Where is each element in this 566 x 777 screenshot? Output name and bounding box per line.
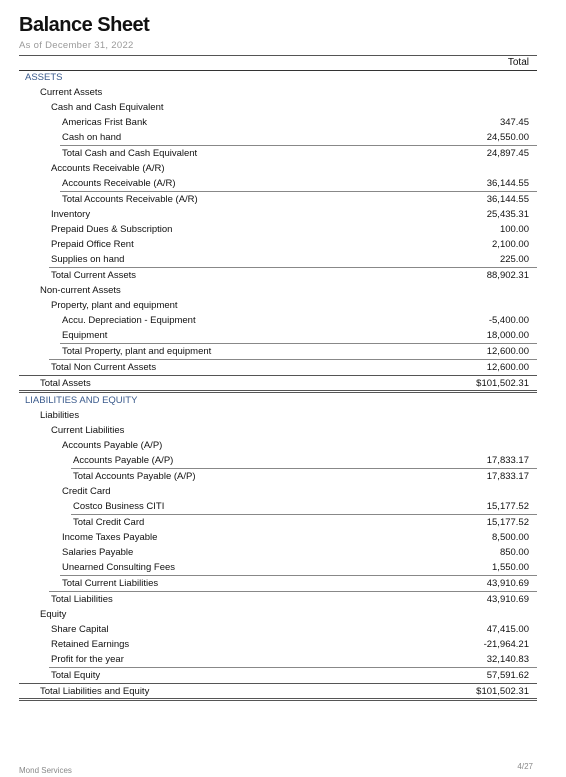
account-row: [19, 115, 537, 130]
subtotal-row: [60, 191, 537, 207]
subtotal-row: [60, 343, 537, 359]
report-title: Balance Sheet: [19, 14, 150, 36]
row-label: Accounts Receivable (A/R): [62, 178, 176, 189]
row-amount: 57,591.62: [486, 670, 529, 681]
row-amount: $101,502.31: [476, 686, 529, 697]
row-label: Profit for the year: [51, 654, 124, 665]
group-header-row: [19, 408, 537, 423]
row-label: Accounts Payable (A/P): [62, 440, 163, 451]
subtotal-row: [71, 468, 537, 484]
row-amount: 36,144.55: [486, 194, 529, 205]
row-amount: 88,902.31: [486, 270, 529, 281]
row-label: Credit Card: [62, 486, 111, 497]
row-label: Total Accounts Payable (A/P): [73, 471, 196, 482]
row-label: Current Assets: [40, 87, 103, 98]
row-label: ASSETS: [25, 72, 63, 83]
row-label: Property, plant and equipment: [51, 300, 178, 311]
row-amount: 850.00: [499, 547, 529, 558]
row-amount: 17,833.17: [486, 471, 529, 482]
row-label: Total Credit Card: [73, 517, 145, 528]
row-amount: 43,910.69: [486, 594, 529, 605]
group-header-row: [19, 607, 537, 622]
row-label: Total Cash and Cash Equivalent: [62, 148, 198, 159]
row-label: Non-current Assets: [40, 285, 121, 296]
group-header-row: [19, 283, 537, 298]
row-label: Total Non Current Assets: [51, 362, 157, 373]
account-row: [19, 207, 537, 222]
row-amount: 12,600.00: [486, 362, 529, 373]
row-label: Costco Business CITI: [73, 501, 165, 512]
group-header-row: [19, 100, 537, 115]
account-row: [19, 652, 537, 667]
row-label: LIABILITIES AND EQUITY: [25, 395, 138, 406]
subtotal-row: [49, 267, 537, 283]
account-row: [19, 222, 537, 237]
row-amount: 347.45: [499, 117, 529, 128]
row-label: Total Accounts Receivable (A/R): [62, 194, 198, 205]
account-row: [19, 545, 537, 560]
row-label: Accounts Receivable (A/R): [51, 163, 165, 174]
grand-total-row: [19, 683, 537, 701]
row-amount: 15,177.52: [486, 501, 529, 512]
account-row: [19, 560, 537, 575]
row-amount: 100.00: [499, 224, 529, 235]
account-row: [19, 237, 537, 252]
row-label: Prepaid Office Rent: [51, 239, 134, 250]
row-amount: 18,000.00: [486, 330, 529, 341]
row-amount: 24,897.45: [486, 148, 529, 159]
account-row: [19, 637, 537, 652]
account-row: [19, 313, 537, 328]
account-row: [19, 176, 537, 191]
row-amount: 25,435.31: [486, 209, 529, 220]
row-label: Total Assets: [40, 378, 91, 389]
column-header-total: Total: [507, 57, 529, 68]
row-label: Total Current Liabilities: [62, 578, 159, 589]
balance-sheet-table: [19, 70, 537, 701]
row-amount: 32,140.83: [486, 654, 529, 665]
row-label: Current Liabilities: [51, 425, 125, 436]
row-label: Income Taxes Payable: [62, 532, 158, 543]
row-amount: 8,500.00: [492, 532, 529, 543]
row-amount: 47,415.00: [486, 624, 529, 635]
header-divider: [19, 55, 537, 56]
subtotal-row: [49, 591, 537, 607]
row-amount: -5,400.00: [488, 315, 529, 326]
footer-company: Mond Services: [19, 766, 72, 775]
row-label: Accounts Payable (A/P): [73, 455, 174, 466]
account-row: [19, 252, 537, 267]
section-header-row: [19, 393, 537, 408]
subtotal-row: [60, 575, 537, 591]
account-row: [19, 499, 537, 514]
row-amount: 17,833.17: [486, 455, 529, 466]
row-label: Accu. Depreciation - Equipment: [62, 315, 196, 326]
subtotal-row: [60, 145, 537, 161]
row-label: Americas Frist Bank: [62, 117, 147, 128]
account-row: [19, 453, 537, 468]
group-header-row: [19, 438, 537, 453]
group-header-row: [19, 298, 537, 313]
row-amount: 12,600.00: [486, 346, 529, 357]
row-label: Supplies on hand: [51, 254, 125, 265]
row-label: Salaries Payable: [62, 547, 134, 558]
group-header-row: [19, 423, 537, 438]
row-label: Total Current Assets: [51, 270, 137, 281]
account-row: [19, 622, 537, 637]
row-label: Liabilities: [40, 410, 80, 421]
subtotal-row: [71, 514, 537, 530]
row-label: Retained Earnings: [51, 639, 130, 650]
row-label: Inventory: [51, 209, 91, 220]
row-label: Unearned Consulting Fees: [62, 562, 176, 573]
row-label: Total Equity: [51, 670, 101, 681]
row-amount: 43,910.69: [486, 578, 529, 589]
section-header-row: [19, 70, 537, 85]
row-amount: 225.00: [499, 254, 529, 265]
report-subtitle: As of December 31, 2022: [19, 40, 134, 51]
row-label: Share Capital: [51, 624, 109, 635]
account-row: [19, 530, 537, 545]
group-header-row: [19, 484, 537, 499]
row-label: Equity: [40, 609, 67, 620]
row-amount: 36,144.55: [486, 178, 529, 189]
row-amount: 24,550.00: [486, 132, 529, 143]
row-label: Equipment: [62, 330, 108, 341]
row-amount: -21,964.21: [483, 639, 529, 650]
account-row: [19, 328, 537, 343]
row-amount: 2,100.00: [492, 239, 529, 250]
row-label: Total Liabilities: [51, 594, 113, 605]
row-label: Cash on hand: [62, 132, 122, 143]
subtotal-row: [49, 667, 537, 683]
row-amount: $101,502.31: [476, 378, 529, 389]
row-label: Cash and Cash Equivalent: [51, 102, 164, 113]
group-header-row: [19, 85, 537, 100]
grand-total-row: [19, 375, 537, 393]
row-label: Total Liabilities and Equity: [40, 686, 150, 697]
row-label: Prepaid Dues & Subscription: [51, 224, 173, 235]
account-row: [19, 130, 537, 145]
row-amount: 1,550.00: [492, 562, 529, 573]
group-header-row: [19, 161, 537, 176]
row-amount: 15,177.52: [486, 517, 529, 528]
subtotal-row: [49, 359, 537, 375]
footer-page-number: 4/27: [517, 762, 533, 771]
row-label: Total Property, plant and equipment: [62, 346, 212, 357]
